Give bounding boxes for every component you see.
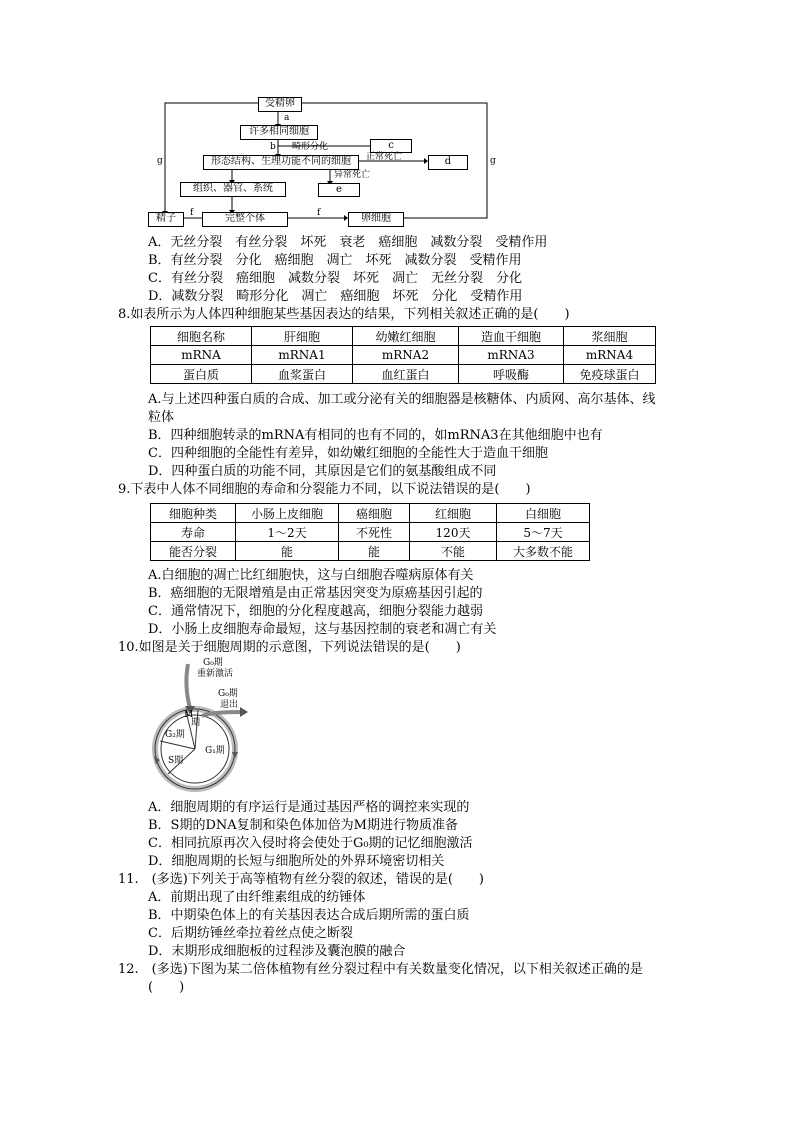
table-cell: 大多数不能 <box>497 542 590 561</box>
box-e: e <box>318 183 360 197</box>
normal-death-label: 正常死亡 <box>366 152 403 162</box>
q9-option-b: B．癌细胞的无限增殖是由正常基因突变为原癌基因引起的 <box>148 586 483 601</box>
g0-exit-label-2: 退出 <box>220 700 239 710</box>
q8-stem: 8.如表所示为人体四种细胞某些基因表达的结果，下列相关叙述正确的是( ) <box>118 307 570 322</box>
table-cell: 血红蛋白 <box>353 365 459 384</box>
table-cell: 5～7天 <box>497 523 590 542</box>
q8-option-b: B．四种细胞转录的mRNA有相同的也有不同的，如mRNA3在其他细胞中也有 <box>148 428 603 443</box>
table-cell: 能否分裂 <box>151 542 236 561</box>
table-row <box>151 327 656 346</box>
table-row <box>151 523 590 542</box>
individual-box: 完整个体 <box>202 212 288 227</box>
label-f-right: f <box>317 208 321 218</box>
table-cell: 造血干细胞 <box>459 327 564 346</box>
table-cell: 幼嫩红细胞 <box>353 327 459 346</box>
g0-reactivate-label-2: 重新激活 <box>197 669 234 679</box>
q11-option-d: D．末期形成细胞板的过程涉及囊泡膜的融合 <box>148 944 406 959</box>
table-cell: 不能 <box>410 542 497 561</box>
table-cell: 能 <box>236 542 339 561</box>
table-row <box>151 504 590 523</box>
q11-stem: 11. (多选)下列关于高等植物有丝分裂的叙述，错误的是( ) <box>118 872 484 887</box>
q7-option-a: A．无丝分裂 有丝分裂 坏死 衰老 癌细胞 减数分裂 受精作用 <box>148 235 548 250</box>
table-cell: 浆细胞 <box>564 327 656 346</box>
table-cell: 癌细胞 <box>339 504 410 523</box>
table-cell: 小肠上皮细胞 <box>236 504 339 523</box>
table-row <box>151 542 590 561</box>
q8-table <box>150 326 656 384</box>
q11-option-b: B．中期染色体上的有关基因表达合成后期所需的蛋白质 <box>148 908 470 923</box>
q8-option-d: D．四种蛋白质的功能不同，其原因是它们的氨基酸组成不同 <box>148 464 497 479</box>
q10-option-c: C．相同抗原再次入侵时将会使处于G₀期的记忆细胞激活 <box>148 836 473 851</box>
table-cell: mRNA1 <box>252 346 353 365</box>
table-row <box>151 346 656 365</box>
q12-stem-cont: ( ) <box>148 980 185 995</box>
g2-phase-label: G₂期 <box>165 730 185 740</box>
q8-option-c: C．四种细胞的全能性有差异，如幼嫩红细胞的全能性大于造血干细胞 <box>148 446 548 461</box>
table-cell: 免疫球蛋白 <box>564 365 656 384</box>
q10-option-b: B．S期的DNA复制和染色体加倍为M期进行物质准备 <box>148 818 458 833</box>
label-g-left: g <box>157 156 163 166</box>
g1-phase-label: G₁期 <box>205 746 225 756</box>
q9-option-a: A.白细胞的凋亡比红细胞快，这与白细胞吞噬病原体有关 <box>148 568 474 583</box>
q10-option-a: A．细胞周期的有序运行是通过基因严格的调控来实现的 <box>148 800 470 815</box>
q9-table <box>150 503 590 561</box>
box-d: d <box>428 155 468 170</box>
q8-option-a-cont: 粒体 <box>148 410 175 425</box>
table-cell: 120天 <box>410 523 497 542</box>
table-cell: 寿命 <box>151 523 236 542</box>
q11-option-a: A．前期出现了由纤维素组成的纺锤体 <box>148 890 366 905</box>
q9-stem: 9.下表中人体不同细胞的寿命和分裂能力不同，以下说法错误的是( ) <box>118 482 531 497</box>
table-cell: 红细胞 <box>410 504 497 523</box>
label-f-left: f <box>190 208 194 218</box>
q7-option-b: B．有丝分裂 分化 癌细胞 凋亡 坏死 减数分裂 受精作用 <box>148 253 522 268</box>
many-cells-box: 许多相同细胞 <box>240 125 318 140</box>
abnormal-death-label: 异常死亡 <box>334 170 371 180</box>
s-phase-label: S期 <box>168 756 184 766</box>
table-cell: 白细胞 <box>497 504 590 523</box>
q7-option-d: D．减数分裂 畸形分化 凋亡 癌细胞 坏死 分化 受精作用 <box>148 289 523 304</box>
tissues-box: 组织、器官、系统 <box>180 182 286 197</box>
label-a: a <box>284 113 290 123</box>
table-row <box>151 365 656 384</box>
zygote-box: 受精卵 <box>258 97 302 112</box>
label-g-right: g <box>490 156 496 166</box>
table-cell: 蛋白质 <box>151 365 252 384</box>
g0-exit-label-1: G₀期 <box>218 689 238 699</box>
table-cell: mRNA <box>151 346 252 365</box>
q10-option-d: D．细胞周期的长短与细胞所处的外界环境密切相关 <box>148 854 445 869</box>
diff-cells-box: 形态结构、生理功能不同的细胞 <box>203 155 359 170</box>
q9-option-c: C．通常情况下，细胞的分化程度越高，细胞分裂能力越弱 <box>148 604 483 619</box>
table-cell: 肝细胞 <box>252 327 353 346</box>
q7-option-c: C．有丝分裂 癌细胞 减数分裂 坏死 凋亡 无丝分裂 分化 <box>148 271 522 286</box>
table-cell: 不死性 <box>339 523 410 542</box>
g0-reactivate-label-1: G₀期 <box>203 658 223 668</box>
table-cell: mRNA3 <box>459 346 564 365</box>
egg-box: 卵细胞 <box>348 212 404 227</box>
q10-stem: 10.如图是关于细胞周期的示意图，下列说法错误的是( ) <box>118 640 461 655</box>
q8-option-a: A.与上述四种蛋白质的合成、加工或分泌有关的细胞器是核糖体、内质网、高尔基体、线 <box>148 392 656 407</box>
table-cell: 细胞种类 <box>151 504 236 523</box>
label-b: b <box>270 142 276 152</box>
flow-connectors <box>0 0 794 230</box>
q12-stem: 12. (多选)下图为某二倍体植物有丝分裂过程中有关数量变化情况，以下相关叙述正确的是 <box>118 962 643 977</box>
table-cell: 血浆蛋白 <box>252 365 353 384</box>
table-cell: mRNA2 <box>353 346 459 365</box>
m-phase-label-2: 期 <box>191 718 201 728</box>
q9-option-d: D．小肠上皮细胞寿命最短，这与基因控制的衰老和凋亡有关 <box>148 622 497 637</box>
table-cell: 1～2天 <box>236 523 339 542</box>
box-c: c <box>370 139 412 153</box>
table-cell: mRNA4 <box>564 346 656 365</box>
abnormal-diff-label: 畸形分化 <box>292 142 329 152</box>
q11-option-c: C．后期纺锤丝牵拉着丝点使之断裂 <box>148 926 353 941</box>
table-cell: 呼吸酶 <box>459 365 564 384</box>
sperm-box: 精子 <box>148 212 184 227</box>
table-cell: 细胞名称 <box>151 327 252 346</box>
table-cell: 能 <box>339 542 410 561</box>
m-phase-label: M <box>184 710 194 720</box>
